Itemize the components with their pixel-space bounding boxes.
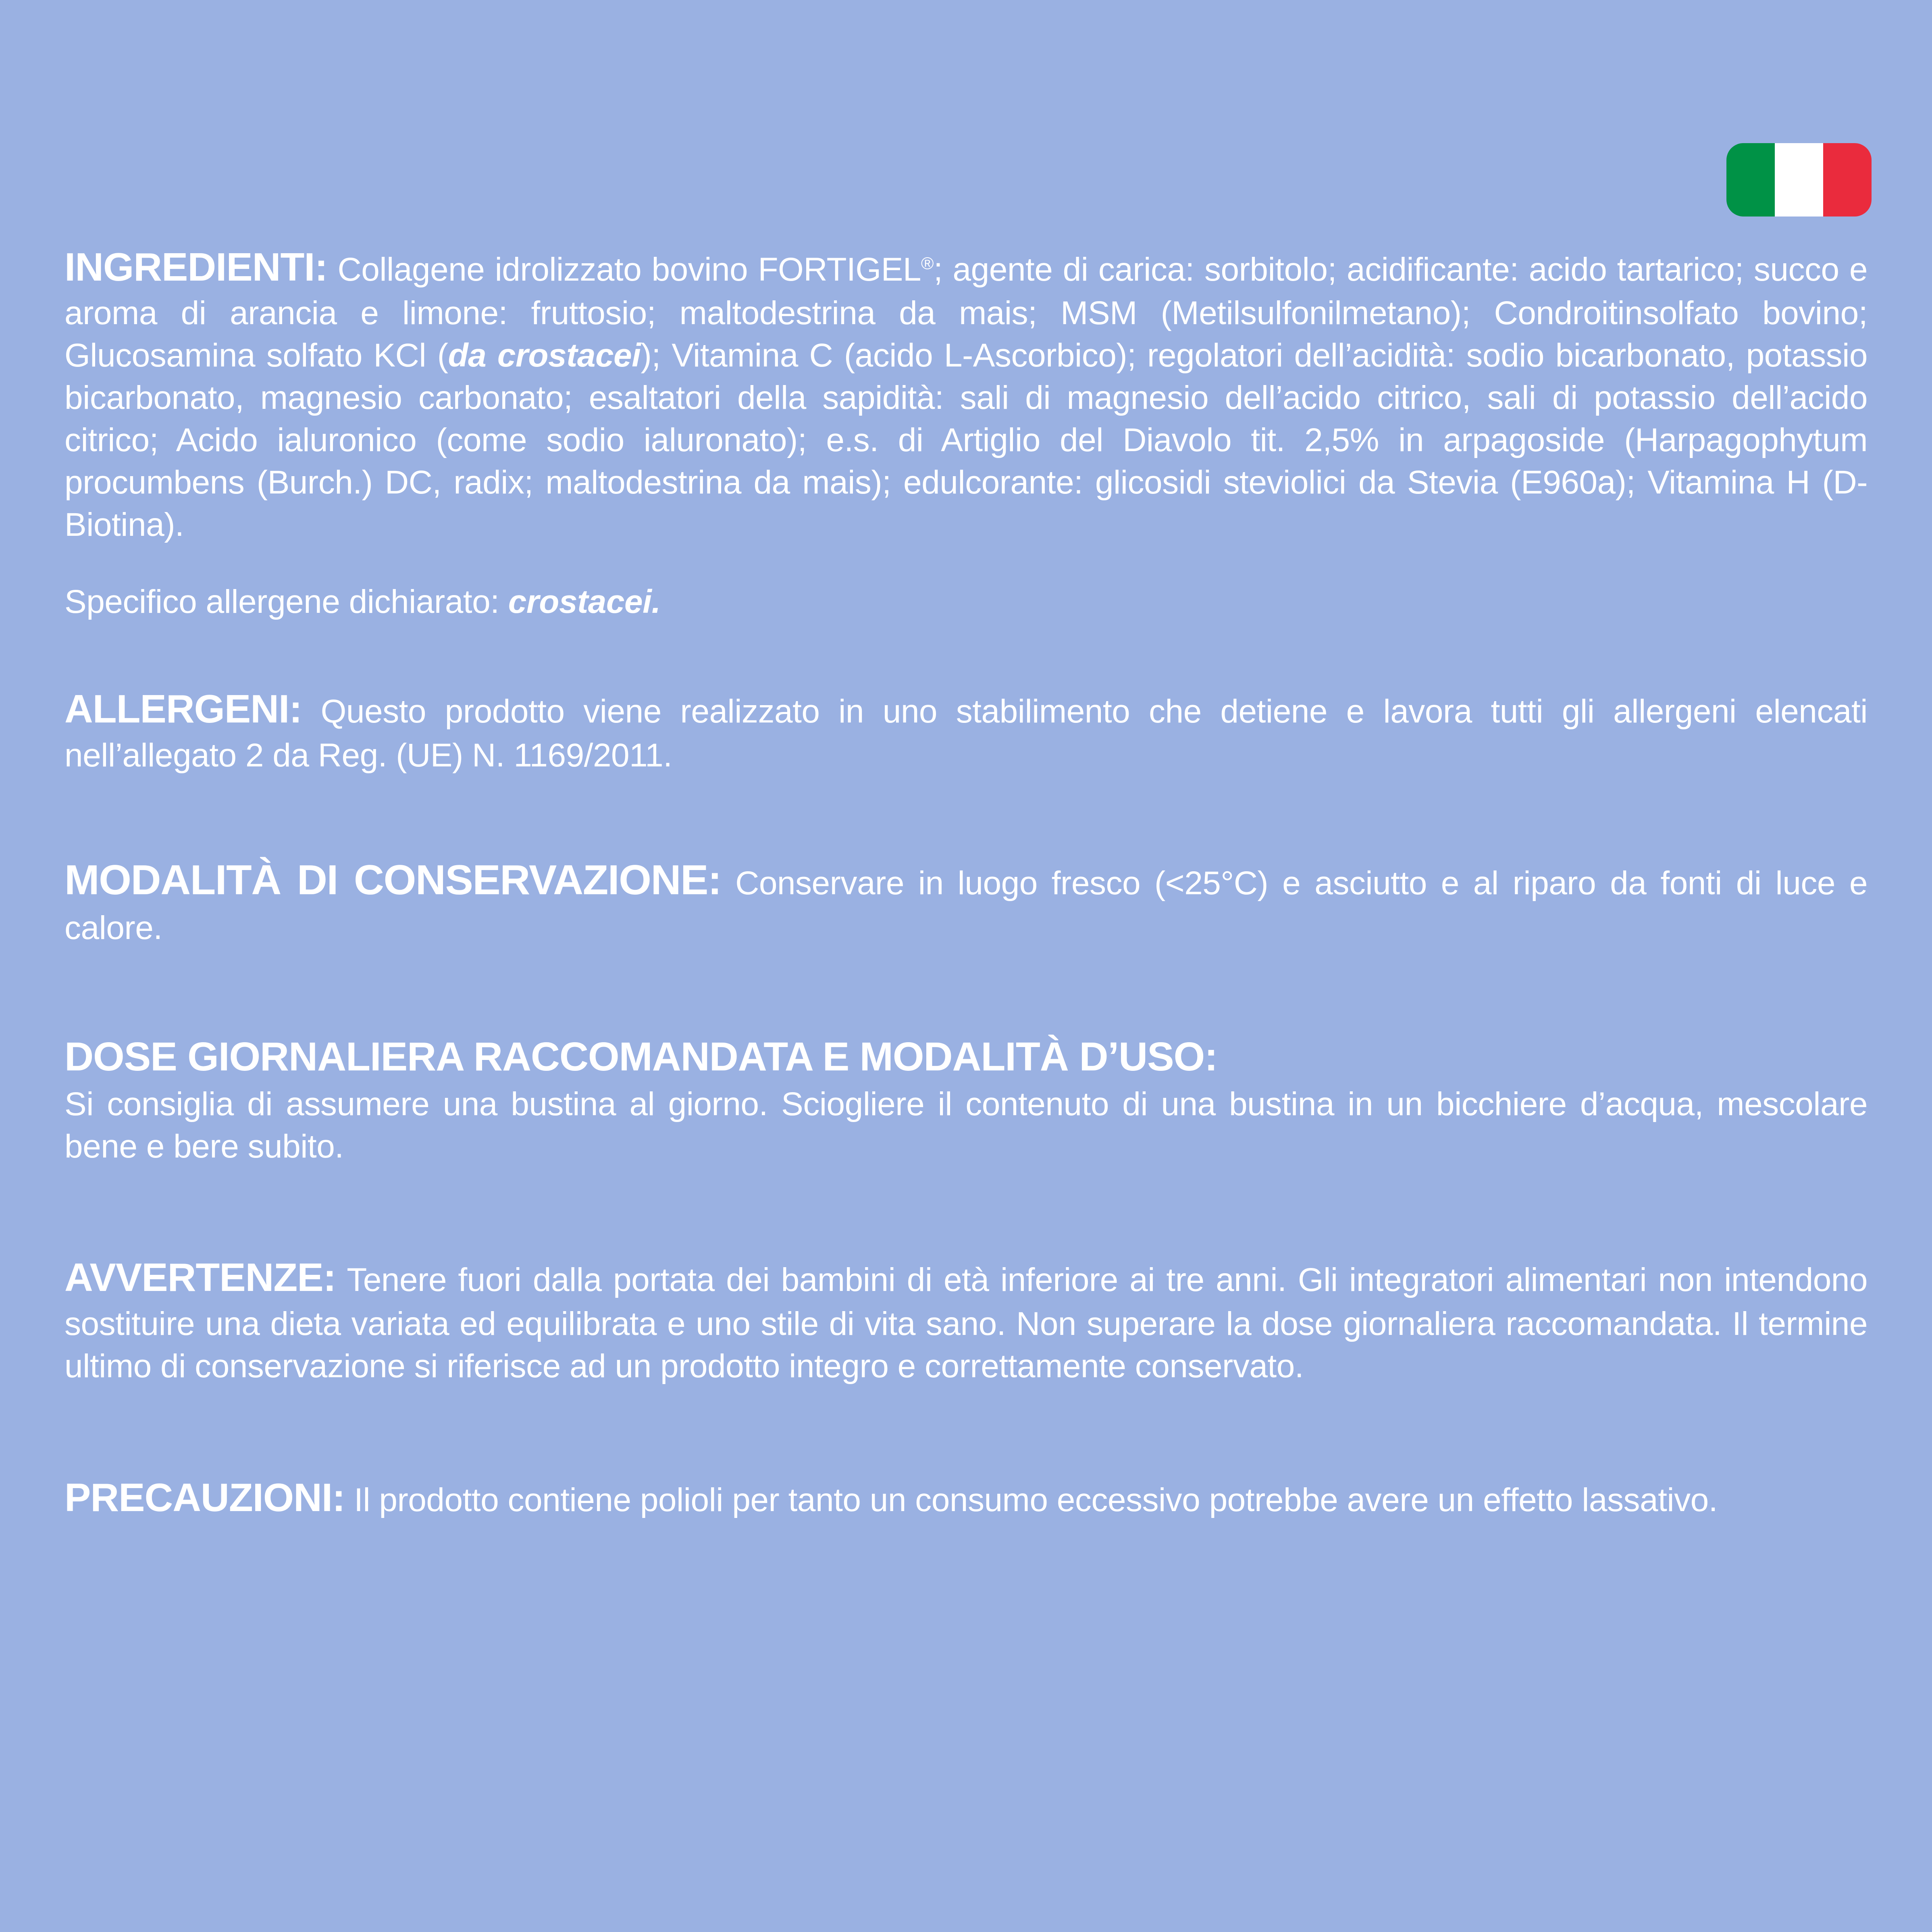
warnings-heading: AVVERTENZE:: [64, 1255, 336, 1300]
precautions-heading: PRECAUZIONI:: [64, 1475, 345, 1520]
allergen-declaration-prefix: Specifico allergene dichiarato:: [64, 583, 508, 620]
ingredients-heading: INGREDIENTI:: [64, 245, 328, 289]
warnings-body: Tenere fuori dalla portata dei bambini di età inferiore ai tre anni. Gli integratori alimentari non intendono sostituire una dieta variata ed equilibrata e uno stile di vita sano. Non superare la dose giornaliera raccomandata. Il termine ultimo di conservazione si riferisce ad un prodotto integro e correttamente conservato.: [64, 1262, 1868, 1384]
dosage-section: [64, 1034, 1868, 1168]
allergen-declaration-emphasis: crostacei.: [508, 583, 661, 620]
spacer: [64, 777, 1868, 854]
dosage-heading: DOSE GIORNALIERA RACCOMANDATA E MODALITÀ D’USO:: [64, 1034, 1218, 1079]
spacer: [64, 1388, 1868, 1472]
ingredients-body-part1: Collagene idrolizzato bovino FORTIGEL: [327, 251, 921, 288]
flag-band-red: [1823, 143, 1872, 217]
italian-flag-icon: [1726, 143, 1872, 217]
storage-body: Conservare in luogo fresco (<25°C) e asciutto e al riparo da fonti di luce e calore.: [64, 864, 1868, 946]
warnings-section: [64, 1252, 1868, 1387]
precautions-section: [64, 1472, 1868, 1523]
allergen-declaration-section: [64, 581, 1868, 623]
label-content: [64, 242, 1868, 1523]
ingredients-body-part2: ; agente di carica: sorbitolo; acidificante: acido tartarico; succo e aroma di arancia e limone: fruttosio; maltodestrina da mais; MSM (Metilsulfonilmetano); Condroitinsolfato bovino; Glucosamina solfato KCl (: [64, 251, 1868, 374]
spacer: [64, 949, 1868, 1034]
ingredients-section: [64, 242, 1868, 546]
flag-band-white: [1775, 143, 1823, 217]
ingredients-allergen-inline: da crostacei: [448, 337, 641, 374]
flag-band-green: [1726, 143, 1775, 217]
spacer: [64, 1168, 1868, 1252]
allergens-body: Questo prodotto viene realizzato in uno stabilimento che detiene e lavora tutti gli allergeni elencati nell’allegato 2 da Reg. (UE) N. 1169/2011.: [64, 693, 1868, 774]
allergens-heading: ALLERGENI:: [64, 687, 302, 731]
dosage-body: Si consiglia di assumere una bustina al giorno. Sciogliere il contenuto di una bustina in un bicchiere d’acqua, mescolare bene e bere subito.: [64, 1085, 1868, 1165]
storage-heading: MODALITÀ DI CONSERVAZIONE:: [64, 856, 722, 904]
spacer: [64, 546, 1868, 581]
allergens-section: [64, 684, 1868, 777]
registered-trademark-icon: ®: [921, 254, 934, 273]
precautions-body: Il prodotto contiene polioli per tanto un consumo eccessivo potrebbe avere un effetto lassativo.: [345, 1481, 1718, 1518]
flag-graphic: [1726, 143, 1872, 217]
storage-section: [64, 854, 1868, 949]
ingredients-body-part3: ); Vitamina C (acido L-Ascorbico); regolatori dell’acidità: sodio bicarbonato, potassio bicarbonato, magnesio carbonato; esaltatori della sapidità: sali di magnesio dell’acido citrico, sali di potassio dell’acido citrico; Acido ialuronico (come sodio ialuronato); e.s. di Artiglio del Diavolo tit. 2,5% in arpagoside (Harpagophytum procumbens (Burch.) DC, radix; maltodestrina da mais); edulcorante: glicosidi steviolici da Stevia (E960a); Vitamina H (D-Biotina).: [64, 337, 1868, 543]
spacer: [64, 623, 1868, 684]
